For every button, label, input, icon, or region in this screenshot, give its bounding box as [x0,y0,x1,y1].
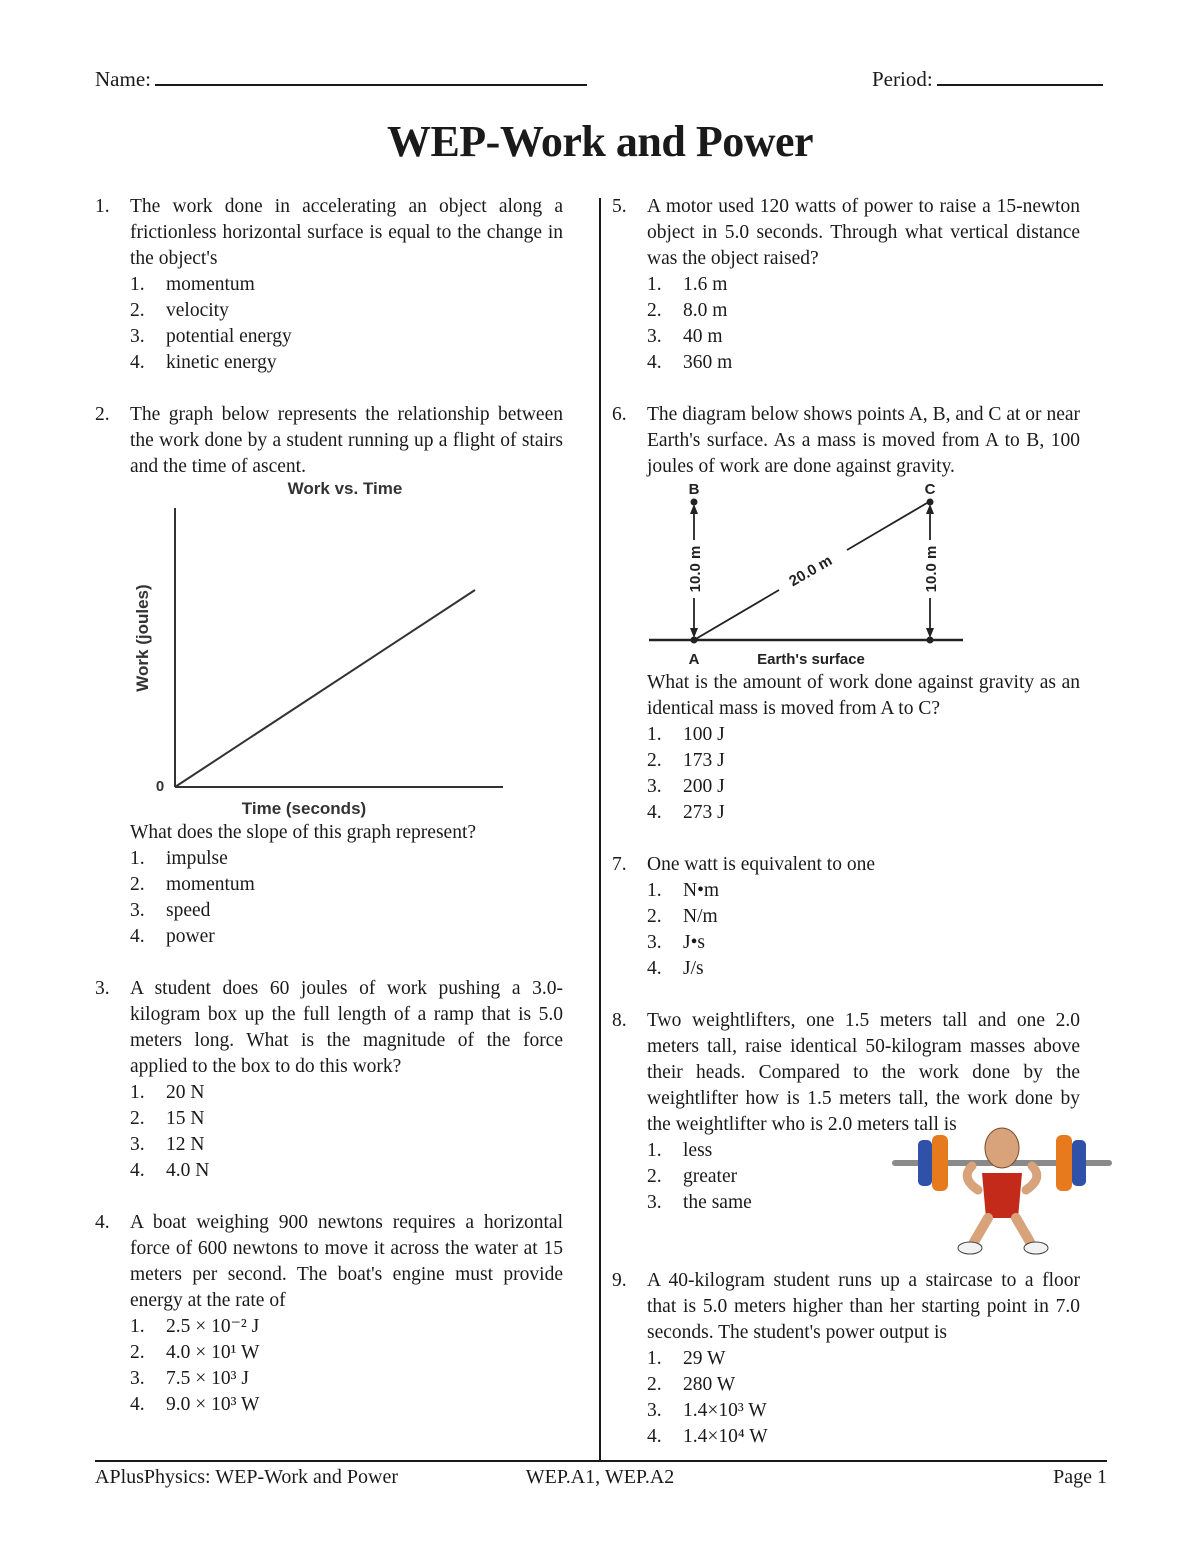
answer-options [647,1346,1080,1450]
option-text: greater [683,1166,738,1187]
option-text: 4.0 × 10¹ W [166,1342,260,1363]
answer-option[interactable] [130,846,563,872]
option-text: potential energy [166,326,292,347]
answer-option[interactable] [130,1392,563,1418]
option-number: 3. [647,776,662,797]
option-text: 200 J [683,776,725,797]
answer-option[interactable] [130,1366,563,1392]
chart-title: Work vs. Time [287,480,403,498]
option-number: 1. [647,274,662,295]
answer-option[interactable] [647,298,1080,324]
period-field[interactable] [872,66,1103,92]
question-1 [95,194,563,376]
option-text: J•s [683,932,706,953]
option-text: 9.0 × 10³ W [166,1394,260,1415]
option-text: 1.4×10³ W [683,1400,767,1421]
option-number: 3. [130,1368,145,1389]
right-plate-blue [1072,1140,1086,1186]
option-text: impulse [166,848,228,869]
option-text: J/s [683,958,704,979]
label-c: C [924,481,936,498]
answer-option[interactable] [647,1346,1080,1372]
option-number: 4. [647,802,662,823]
answer-option[interactable] [647,272,1080,298]
option-number: 3. [647,1400,662,1421]
answer-option[interactable] [130,298,563,324]
option-text: power [166,926,215,947]
weightlifter-illustration [890,1118,1115,1263]
question-number: 1. [95,196,110,217]
work-vs-time-chart [130,480,563,820]
right-plate-orange [1056,1135,1072,1191]
option-number: 2. [130,1108,145,1129]
question-text: A student does 60 joules of work pushing a 3.0-kilogram box up the full length of a ramp that is 5.0 meters long. What is the magnitude of the force applied to the box to do this work? [130,978,563,1077]
option-text: N/m [683,906,718,927]
answer-option[interactable] [130,924,563,950]
earth-surface-label: Earth's surface [757,651,865,668]
option-number: 4. [130,1160,145,1181]
option-number: 1. [130,1082,145,1103]
answer-option[interactable] [647,904,1080,930]
name-label: Name: [95,67,151,91]
option-text: 40 m [683,326,723,347]
question-text: The diagram below shows points A, B, and C at or near Earth's surface. As a mass is moved from A to B, 100 joules of work are done against gravity. [647,404,1080,477]
question-number: 5. [612,196,627,217]
ac-distance-label: 20.0 m [786,552,836,591]
question-text: A motor used 120 watts of power to raise a 15-newton object in 5.0 seconds. Through what vertical distance was the object raised? [647,196,1080,269]
y-axis-label: Work (joules) [133,584,152,692]
answer-option[interactable] [130,272,563,298]
option-number: 4. [130,352,145,373]
ab-arrow-down [690,628,698,638]
option-text: 173 J [683,750,725,771]
question-text: A boat weighing 900 newtons requires a horizontal force of 600 newtons to move it across the water at 15 meters per second. The boat's engine must provide energy at the rate of [130,1212,563,1311]
ac-line-lower [694,590,779,640]
option-text: 1.4×10⁴ W [683,1426,768,1447]
answer-option[interactable] [130,1106,563,1132]
answer-option[interactable] [130,898,563,924]
answer-options [130,846,563,950]
option-number: 1. [647,880,662,901]
answer-option[interactable] [130,1314,563,1340]
right-shoe [1024,1242,1048,1254]
answer-option[interactable] [130,1080,563,1106]
c-arrow-up [926,504,934,514]
answer-option[interactable] [130,324,563,350]
option-text: 4.0 N [166,1160,210,1181]
option-number: 3. [130,1134,145,1155]
option-text: velocity [166,300,229,321]
option-text: 15 N [166,1108,205,1129]
option-text: 8.0 m [683,300,728,321]
option-text: 360 m [683,352,733,373]
answer-option[interactable] [647,1424,1080,1450]
option-number: 1. [130,1316,145,1337]
answer-options [647,272,1080,376]
option-text: 29 W [683,1348,726,1369]
question-text: The graph below represents the relationship between the work done by a student running up a flight of stairs and the time of ascent. [130,404,563,477]
x-axis-label: Time (seconds) [241,799,367,818]
option-text: kinetic energy [166,352,277,373]
question-2 [95,402,563,950]
option-number: 1. [130,274,145,295]
footer-left: APlusPhysics: WEP-Work and Power [95,1466,399,1488]
option-text: less [683,1140,713,1161]
period-label: Period: [872,67,933,91]
question-followup: What does the slope of this graph represent? [130,822,477,843]
column-divider [599,198,601,1460]
option-number: 4. [130,926,145,947]
left-plate-orange [932,1135,948,1191]
ab-distance-label: 10.0 m [687,545,704,593]
question-number: 4. [95,1212,110,1233]
answer-option[interactable] [130,872,563,898]
option-text: 1.6 m [683,274,728,295]
option-text: 273 J [683,802,725,823]
option-number: 4. [647,352,662,373]
label-b: B [688,481,700,498]
question-text: One watt is equivalent to one [647,854,875,875]
answer-options [130,1080,563,1184]
right-column [612,194,1080,1476]
option-number: 4. [647,1426,662,1447]
option-text: 280 W [683,1374,736,1395]
period-blank[interactable] [937,66,1103,86]
question-number: 3. [95,978,110,999]
answer-option[interactable] [130,1158,563,1184]
answer-option[interactable] [130,1132,563,1158]
option-number: 3. [647,326,662,347]
answer-option[interactable] [647,748,1080,774]
option-number: 2. [647,750,662,771]
option-text: 100 J [683,724,725,745]
option-number: 3. [130,900,145,921]
answer-option[interactable] [647,722,1080,748]
lifter-legs [974,1218,1030,1242]
question-text: Two weightlifters, one 1.5 meters tall and one 2.0 meters tall, raise identical 50-kilogram masses above their heads. Compared to the work done by the weightlifter how is 1.5 meters tall, the work done by the weightlifter who is 2.0 meters tall is [647,1010,1080,1135]
points-abc-diagram [647,480,1067,670]
option-number: 2. [130,300,145,321]
option-number: 2. [647,1166,662,1187]
option-number: 4. [647,958,662,979]
c-arrow-down [926,628,934,638]
answer-option[interactable] [647,930,1080,956]
answer-options [647,722,1080,826]
option-text: 20 N [166,1082,205,1103]
ac-line-upper [847,503,927,550]
option-number: 3. [647,1192,662,1213]
option-text: 2.5 × 10⁻² J [166,1316,260,1337]
lifter-torso [982,1173,1022,1218]
lifter-head [985,1128,1019,1168]
question-text: A 40-kilogram student runs up a staircase to a floor that is 5.0 meters higher than her starting point in 7.0 seconds. The student's power output is [647,1270,1080,1343]
question-number: 2. [95,404,110,425]
left-shoe [958,1242,982,1254]
option-text: 7.5 × 10³ J [166,1368,249,1389]
question-4 [95,1210,563,1418]
option-number: 3. [647,932,662,953]
option-text: speed [166,900,211,921]
question-number: 6. [612,404,627,425]
option-number: 3. [130,326,145,347]
label-a: A [688,651,700,668]
option-number: 2. [647,300,662,321]
option-number: 2. [647,1374,662,1395]
question-9 [612,1268,1080,1450]
option-number: 2. [130,1342,145,1363]
question-text: The work done in accelerating an object along a frictionless horizontal surface is equal to the change in the object's [130,196,563,269]
left-column [95,194,563,1444]
option-text: N•m [683,880,720,901]
option-number: 2. [647,906,662,927]
answer-options [130,272,563,376]
answer-option[interactable] [647,878,1080,904]
name-blank[interactable] [155,66,587,86]
answer-option[interactable] [130,1340,563,1366]
answer-options [647,878,1080,982]
page-title: WEP-Work and Power [386,117,814,166]
answer-option[interactable] [647,350,1080,376]
c-height-label: 10.0 m [923,545,940,593]
question-number: 9. [612,1270,627,1291]
left-plate-blue [918,1140,932,1186]
series-line [175,590,475,787]
option-text: momentum [166,874,255,895]
option-number: 4. [130,1394,145,1415]
footer-page-number: Page 1 [1053,1466,1107,1488]
option-number: 1. [647,1140,662,1161]
question-followup: What is the amount of work done against gravity as an identical mass is moved from A to C? [647,672,1080,719]
origin-label: 0 [155,778,165,795]
answer-option[interactable] [130,350,563,376]
answer-option[interactable] [647,324,1080,350]
ab-arrow-up [690,504,698,514]
answer-option[interactable] [647,800,1080,826]
option-number: 1. [130,848,145,869]
option-number: 2. [130,874,145,895]
question-7 [612,852,1080,982]
option-number: 1. [647,1348,662,1369]
question-6 [612,402,1080,826]
name-field[interactable] [95,66,587,92]
footer-divider [95,1460,1107,1462]
option-text: momentum [166,274,255,295]
option-text: the same [683,1192,752,1213]
answer-option[interactable] [647,1372,1080,1398]
answer-options [130,1314,563,1418]
answer-option[interactable] [647,956,1080,982]
option-text: 12 N [166,1134,205,1155]
question-number: 7. [612,854,627,875]
answer-option[interactable] [647,774,1080,800]
answer-option[interactable] [647,1398,1080,1424]
question-5 [612,194,1080,376]
footer-center: WEP.A1, WEP.A2 [525,1466,675,1488]
question-number: 8. [612,1010,627,1031]
option-number: 1. [647,724,662,745]
question-3 [95,976,563,1184]
